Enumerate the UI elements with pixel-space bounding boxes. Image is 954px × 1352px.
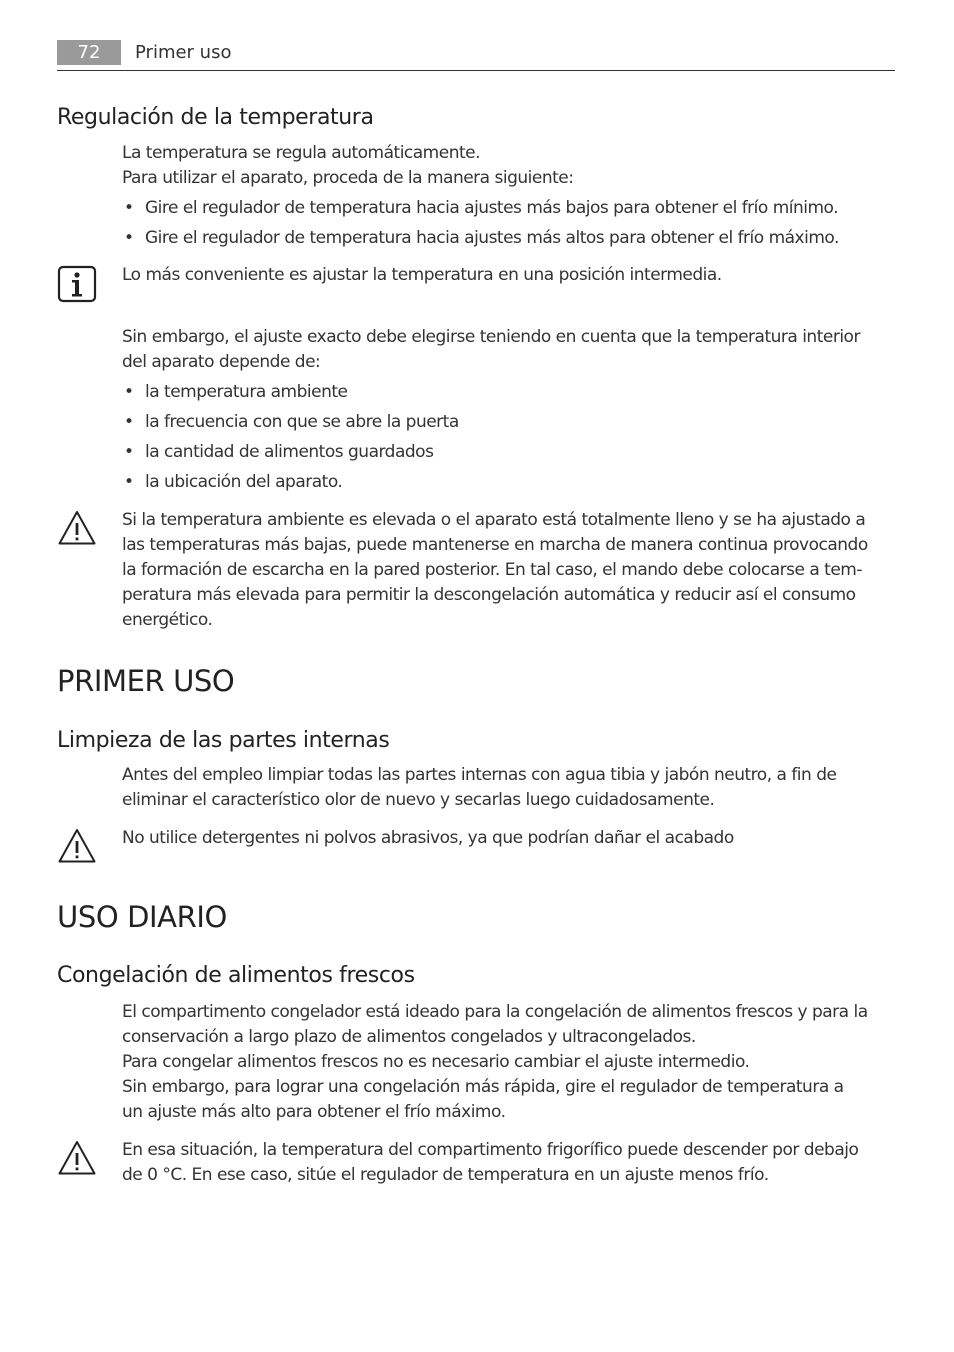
regulacion-intro (122, 141, 902, 191)
limpieza-text (122, 763, 902, 813)
list-item: • la ubicación del aparato. (122, 467, 902, 497)
text-line: El compartimento congelador está ideado para la congelación de alimentos frescos y para la (122, 1002, 868, 1022)
info-note: Lo más conveniente es ajustar la temperatura en una posición intermedia. (122, 265, 722, 285)
info-icon (57, 265, 97, 303)
depends-intro (122, 325, 902, 375)
text-line: del aparato depende de: (122, 352, 321, 372)
chapter-title-primer-uso: PRIMER USO (57, 664, 235, 698)
text-line: conservación a largo plazo de alimentos congelados y ultracongelados. (122, 1027, 696, 1047)
regulacion-bullet-list (122, 193, 902, 253)
list-item: • la cantidad de alimentos guardados (122, 437, 902, 467)
warning-icon (57, 1139, 97, 1177)
list-item: • la temperatura ambiente (122, 377, 902, 407)
list-item: • la frecuencia con que se abre la puerta (122, 407, 902, 437)
chapter-title-uso-diario: USO DIARIO (57, 900, 227, 934)
text-line: Para congelar alimentos frescos no es necesario cambiar el ajuste intermedio. (122, 1052, 750, 1072)
text-line: Para utilizar el aparato, proceda de la manera siguiente: (122, 168, 574, 188)
list-item: • Gire el regulador de temperatura hacia ajustes más altos para obtener el frío máximo. (122, 223, 902, 253)
text-line: En esa situación, la temperatura del compartimento frigorífico puede descender por debajo (122, 1140, 859, 1160)
section-title-regulacion: Regulación de la temperatura (57, 105, 374, 130)
text-line: Si la temperatura ambiente es elevada o el aparato está totalmente lleno y se ha ajustado a (122, 510, 866, 530)
limpieza-warning: No utilice detergentes ni polvos abrasivos, ya que podrían dañar el acabado (122, 828, 734, 848)
text-line: Sin embargo, para lograr una congelación más rápida, gire el regulador de temperatura a (122, 1077, 844, 1097)
warning-icon (57, 509, 97, 547)
section-title-limpieza: Limpieza de las partes internas (57, 728, 390, 753)
header-title: Primer uso (135, 42, 232, 63)
text-line: energético. (122, 610, 213, 630)
depends-bullet-list (122, 377, 902, 497)
page-number: 72 (57, 40, 121, 65)
congelacion-text (122, 1000, 902, 1125)
text-line: eliminar el característico olor de nuevo y secarlas luego cuidadosamente. (122, 790, 715, 810)
text-line: Sin embargo, el ajuste exacto debe elegirse teniendo en cuenta que la temperatura interior (122, 327, 860, 347)
regulacion-warning (122, 508, 902, 633)
text-line: Antes del empleo limpiar todas las partes internas con agua tibia y jabón neutro, a fin de (122, 765, 837, 785)
warning-icon (57, 827, 97, 865)
text-line: la formación de escarcha en la pared posterior. En tal caso, el mando debe colocarse a tem- (122, 560, 863, 580)
list-item: • Gire el regulador de temperatura hacia ajustes más bajos para obtener el frío mínimo. (122, 193, 902, 223)
page-header (57, 40, 895, 71)
text-line: de 0 °C. En ese caso, sitúe el regulador de temperatura en un ajuste menos frío. (122, 1165, 769, 1185)
congelacion-warning (122, 1138, 902, 1188)
text-line: La temperatura se regula automáticamente. (122, 143, 480, 163)
text-line: las temperaturas más bajas, puede mantenerse en marcha de manera continua provocando (122, 535, 868, 555)
text-line: peratura más elevada para permitir la descongelación automática y reducir así el consumo (122, 585, 856, 605)
section-title-congelacion: Congelación de alimentos frescos (57, 963, 415, 988)
text-line: un ajuste más alto para obtener el frío máximo. (122, 1102, 506, 1122)
